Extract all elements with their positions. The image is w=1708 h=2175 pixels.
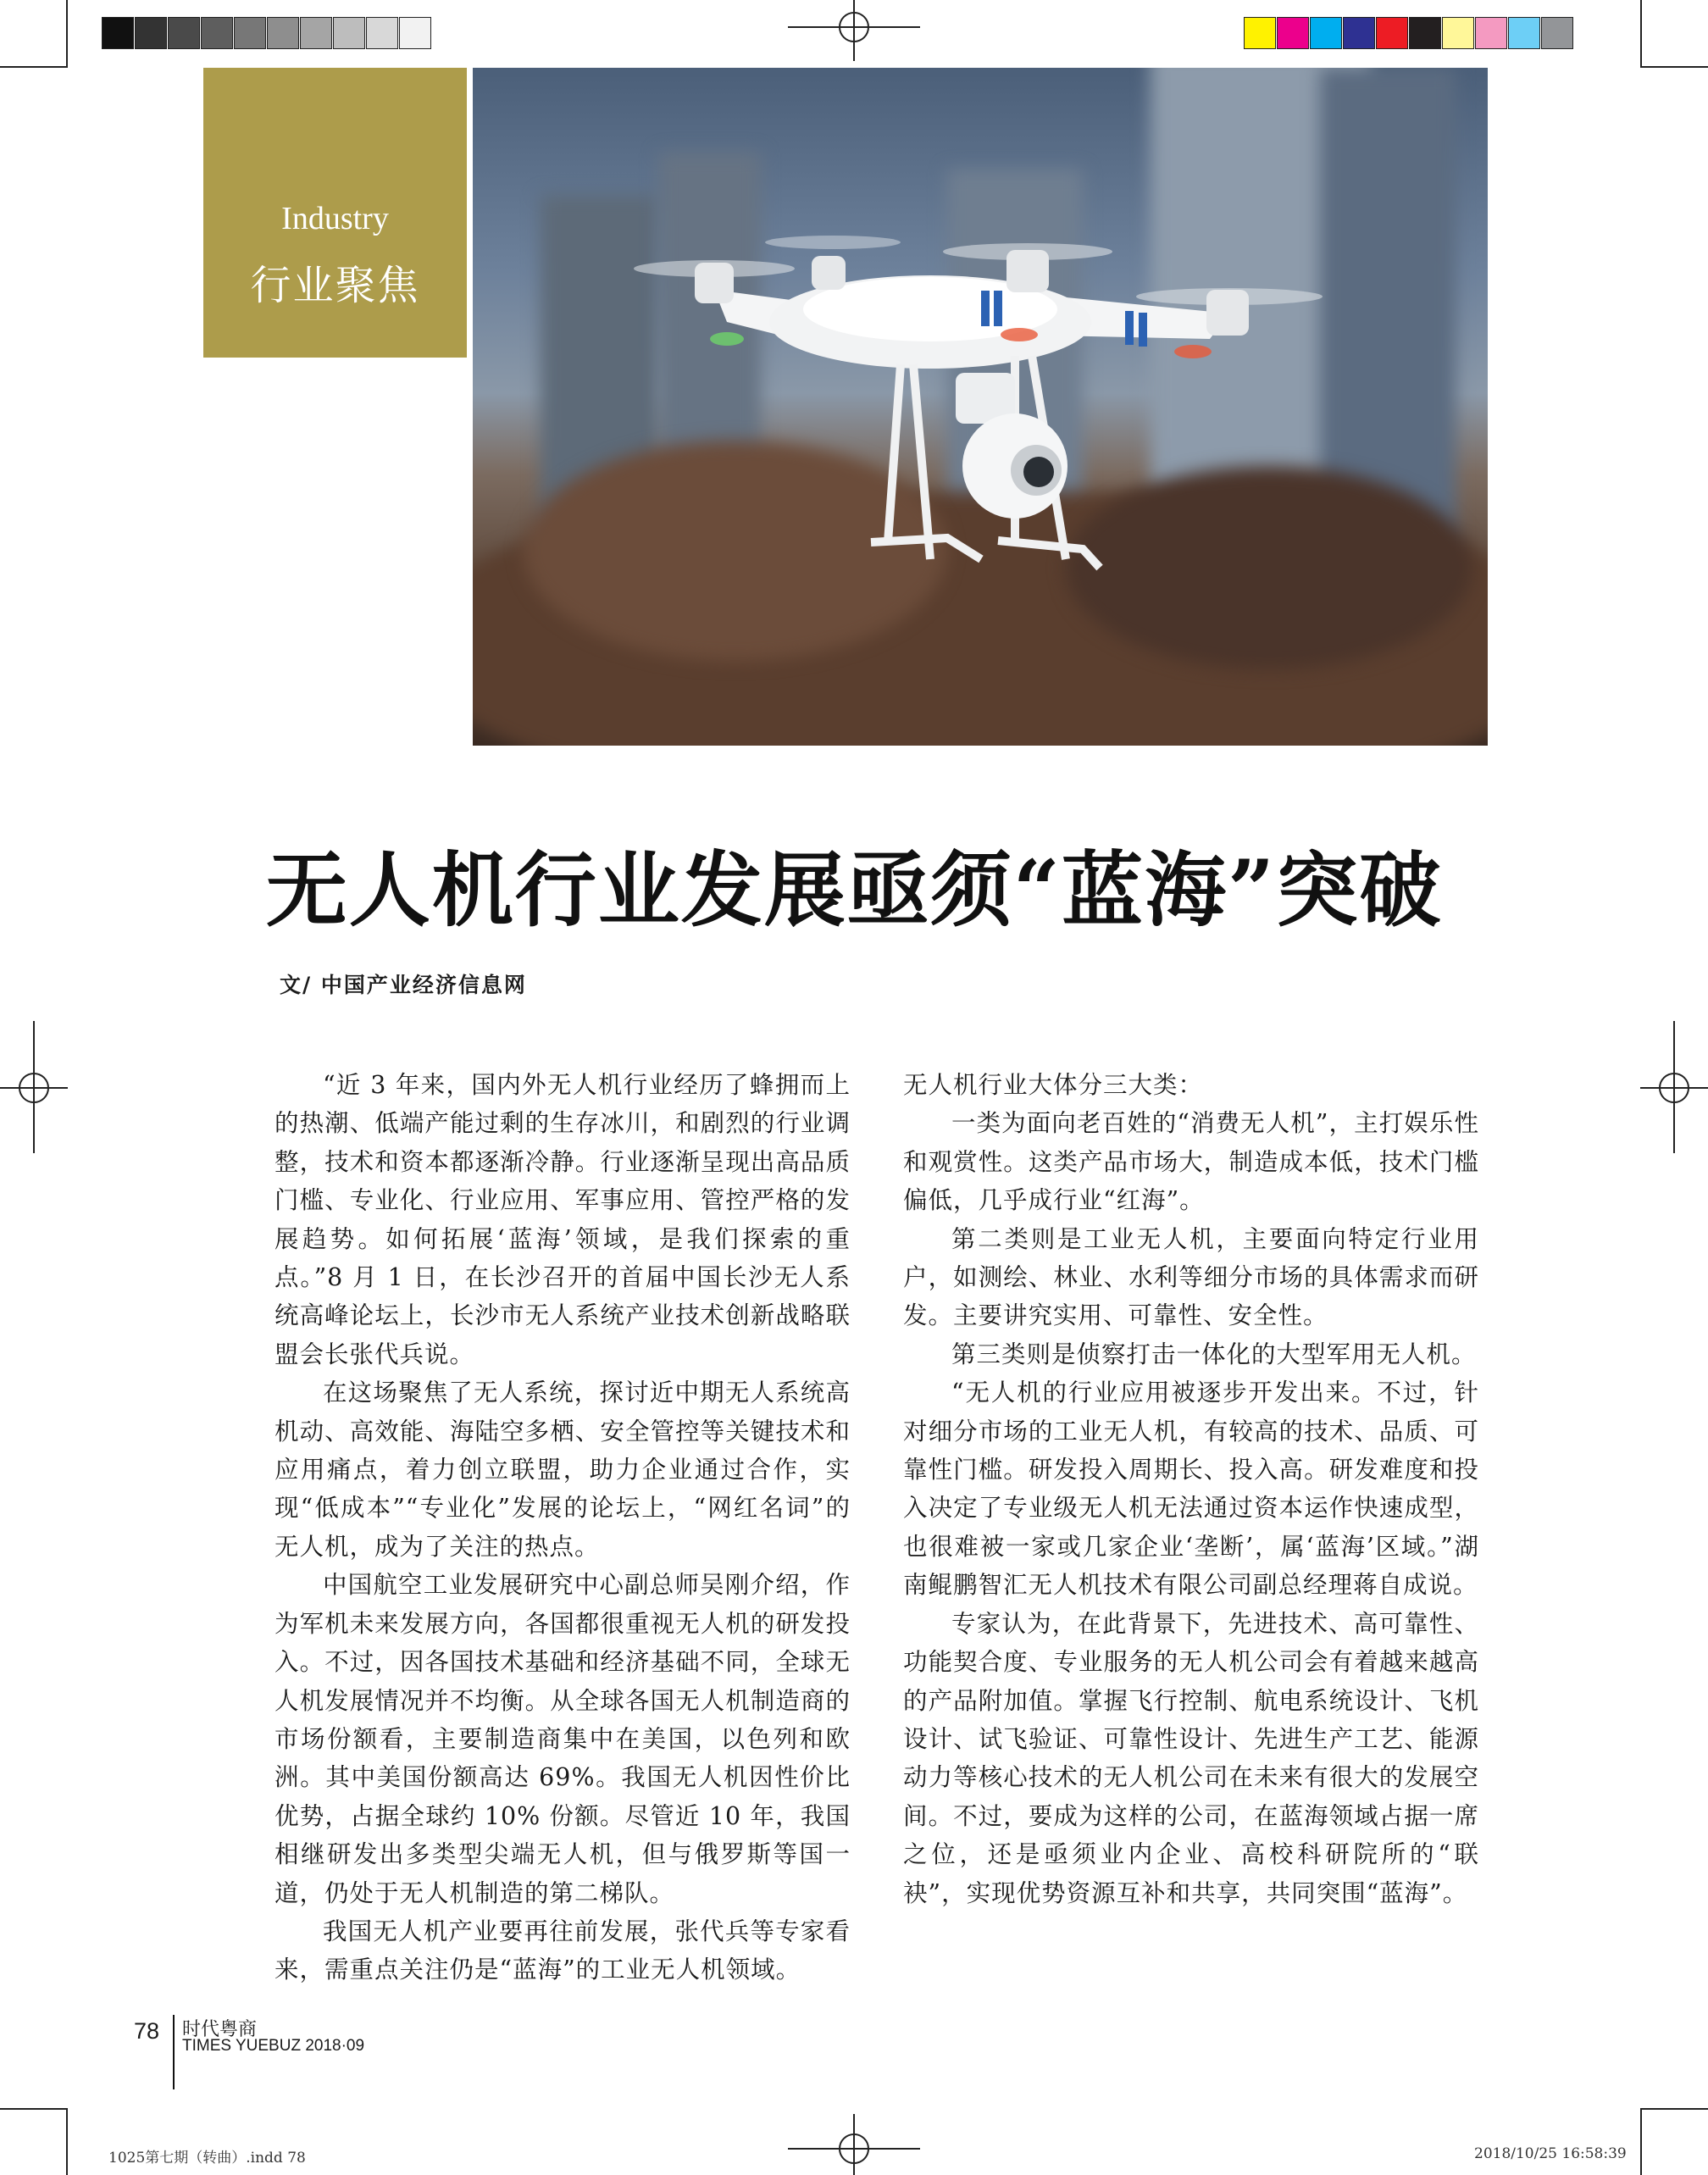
paragraph: 无人机行业大体分三大类：	[903, 1071, 1204, 1099]
gray-swatch	[234, 17, 266, 49]
paragraph: 我国无人机产业要再往前发展，张代兵等专家看来，需重点关注仍是“蓝海”的工业无人机领域。	[274, 1917, 851, 1984]
magazine-name: 时代粤商	[182, 2019, 258, 2040]
paragraph: “无人机的行业应用被逐步开发出来。不过，针对细分市场的工业无人机，有较高的技术、品质、可靠性门槛。研发投入周期长、投入高。研发难度和投入决定了专业级无人机无法通过资本运作快速成型，也很难被一家或几家企业‘垄断’，属‘蓝海’区域。”湖南鲲鹏智汇无人机技术有限公司副总经理蒋自成说。	[903, 1379, 1479, 1600]
color-swatch	[1244, 17, 1276, 49]
paragraph: 专家认为，在此背景下，先进技术、高可靠性、功能契合度、专业服务的无人机公司会有着越来越高的产品附加值。掌握飞行控制、航电系统设计、飞机设计、试飞验证、可靠性设计、先进生产工艺、能源动力等核心技术的无人机公司在未来有很大的发展空间。不过，要成为这样的公司，在蓝海领域占据一席之位，还是亟须业内企业、高校科研院所的“联袂”，实现优势资源互补和共享，共同突围“蓝海”。	[903, 1609, 1479, 1907]
color-swatch	[1409, 17, 1441, 49]
color-swatch	[1508, 17, 1540, 49]
drone-icon	[473, 68, 1488, 746]
magazine-issue: TIMES YUEBUZ 2018·09	[182, 2037, 365, 2055]
body-column-right	[903, 1066, 1479, 1912]
color-swatch	[1343, 17, 1375, 49]
color-swatch	[1442, 17, 1474, 49]
print-slug-file: 1025第七期（转曲）.indd 78	[108, 2150, 306, 2167]
color-swatch	[1310, 17, 1342, 49]
gray-swatch	[267, 17, 299, 49]
paragraph: 第二类则是工业无人机，主要面向特定行业用户，如测绘、林业、水利等细分市场的具体需求而研发。主要讲究实用、可靠性、安全性。	[903, 1224, 1479, 1330]
gray-swatch	[366, 17, 398, 49]
gray-swatch	[135, 17, 167, 49]
footer-divider	[173, 2015, 175, 2089]
gray-swatch	[102, 17, 134, 49]
paragraph: 第三类则是侦察打击一体化的大型军用无人机。	[951, 1340, 1477, 1368]
category-english: Industry	[281, 201, 389, 236]
page-number: 78	[134, 2018, 160, 2044]
article-title: 无人机行业发展亟须“蓝海”突破	[265, 842, 1443, 938]
color-swatch	[1475, 17, 1507, 49]
category-box	[203, 68, 467, 358]
paragraph: “近 3 年来，国内外无人机行业经历了蜂拥而上的热潮、低端产能过剩的生存冰川，和剧烈的行业调整，技术和资本都逐渐冷静。行业逐渐呈现出高品质门槛、专业化、行业应用、军事应用、管控严格的发展趋势。如何拓展‘蓝海’领域，是我们探索的重点。”8 月 1 日，在长沙召开的首届中国长沙无人系统高峰论坛上，长沙市无人系统产业技术创新战略联盟会长张代兵说。	[274, 1071, 851, 1368]
gray-swatch	[399, 17, 431, 49]
body-column-left	[274, 1066, 851, 1989]
paragraph: 中国航空工业发展研究中心副总师吴刚介绍，作为军机未来发展方向，各国都很重视无人机的研发投入。不过，因各国技术基础和经济基础不同，全球无人机发展情况并不均衡。从全球各国无人机制造商的市场份额看，主要制造商集中在美国，以色列和欧洲。其中美国份额高达 69%。我国无人机因性价比优势，占据全球约 10% 份额。尽管近 10 年，我国相继研发出多类型尖端无人机，但与俄罗斯等国一道，仍处于无人机制造的第二梯队。	[274, 1571, 851, 1907]
color-swatch	[1277, 17, 1309, 49]
byline: 文/ 中国产业经济信息网	[280, 973, 527, 997]
category-chinese: 行业聚焦	[250, 262, 420, 309]
print-slug-time: 2018/10/25 16:58:39	[1474, 2145, 1627, 2162]
paragraph: 在这场聚焦了无人系统，探讨近中期无人系统高机动、高效能、海陆空多栖、安全管控等关键技术和应用痛点，着力创立联盟，助力企业通过合作，实现“低成本”“专业化”发展的论坛上，“网红名词”的无人机，成为了关注的热点。	[274, 1379, 851, 1561]
color-swatch	[1541, 17, 1573, 49]
hero-drone-photo	[473, 68, 1488, 746]
gray-swatch	[333, 17, 365, 49]
gray-swatch	[168, 17, 200, 49]
gray-swatch	[300, 17, 332, 49]
gray-swatch	[201, 17, 233, 49]
color-swatch	[1376, 17, 1408, 49]
paragraph: 一类为面向老百姓的“消费无人机”，主打娱乐性和观赏性。这类产品市场大，制造成本低，技术门槛偏低，几乎成行业“红海”。	[903, 1109, 1479, 1215]
